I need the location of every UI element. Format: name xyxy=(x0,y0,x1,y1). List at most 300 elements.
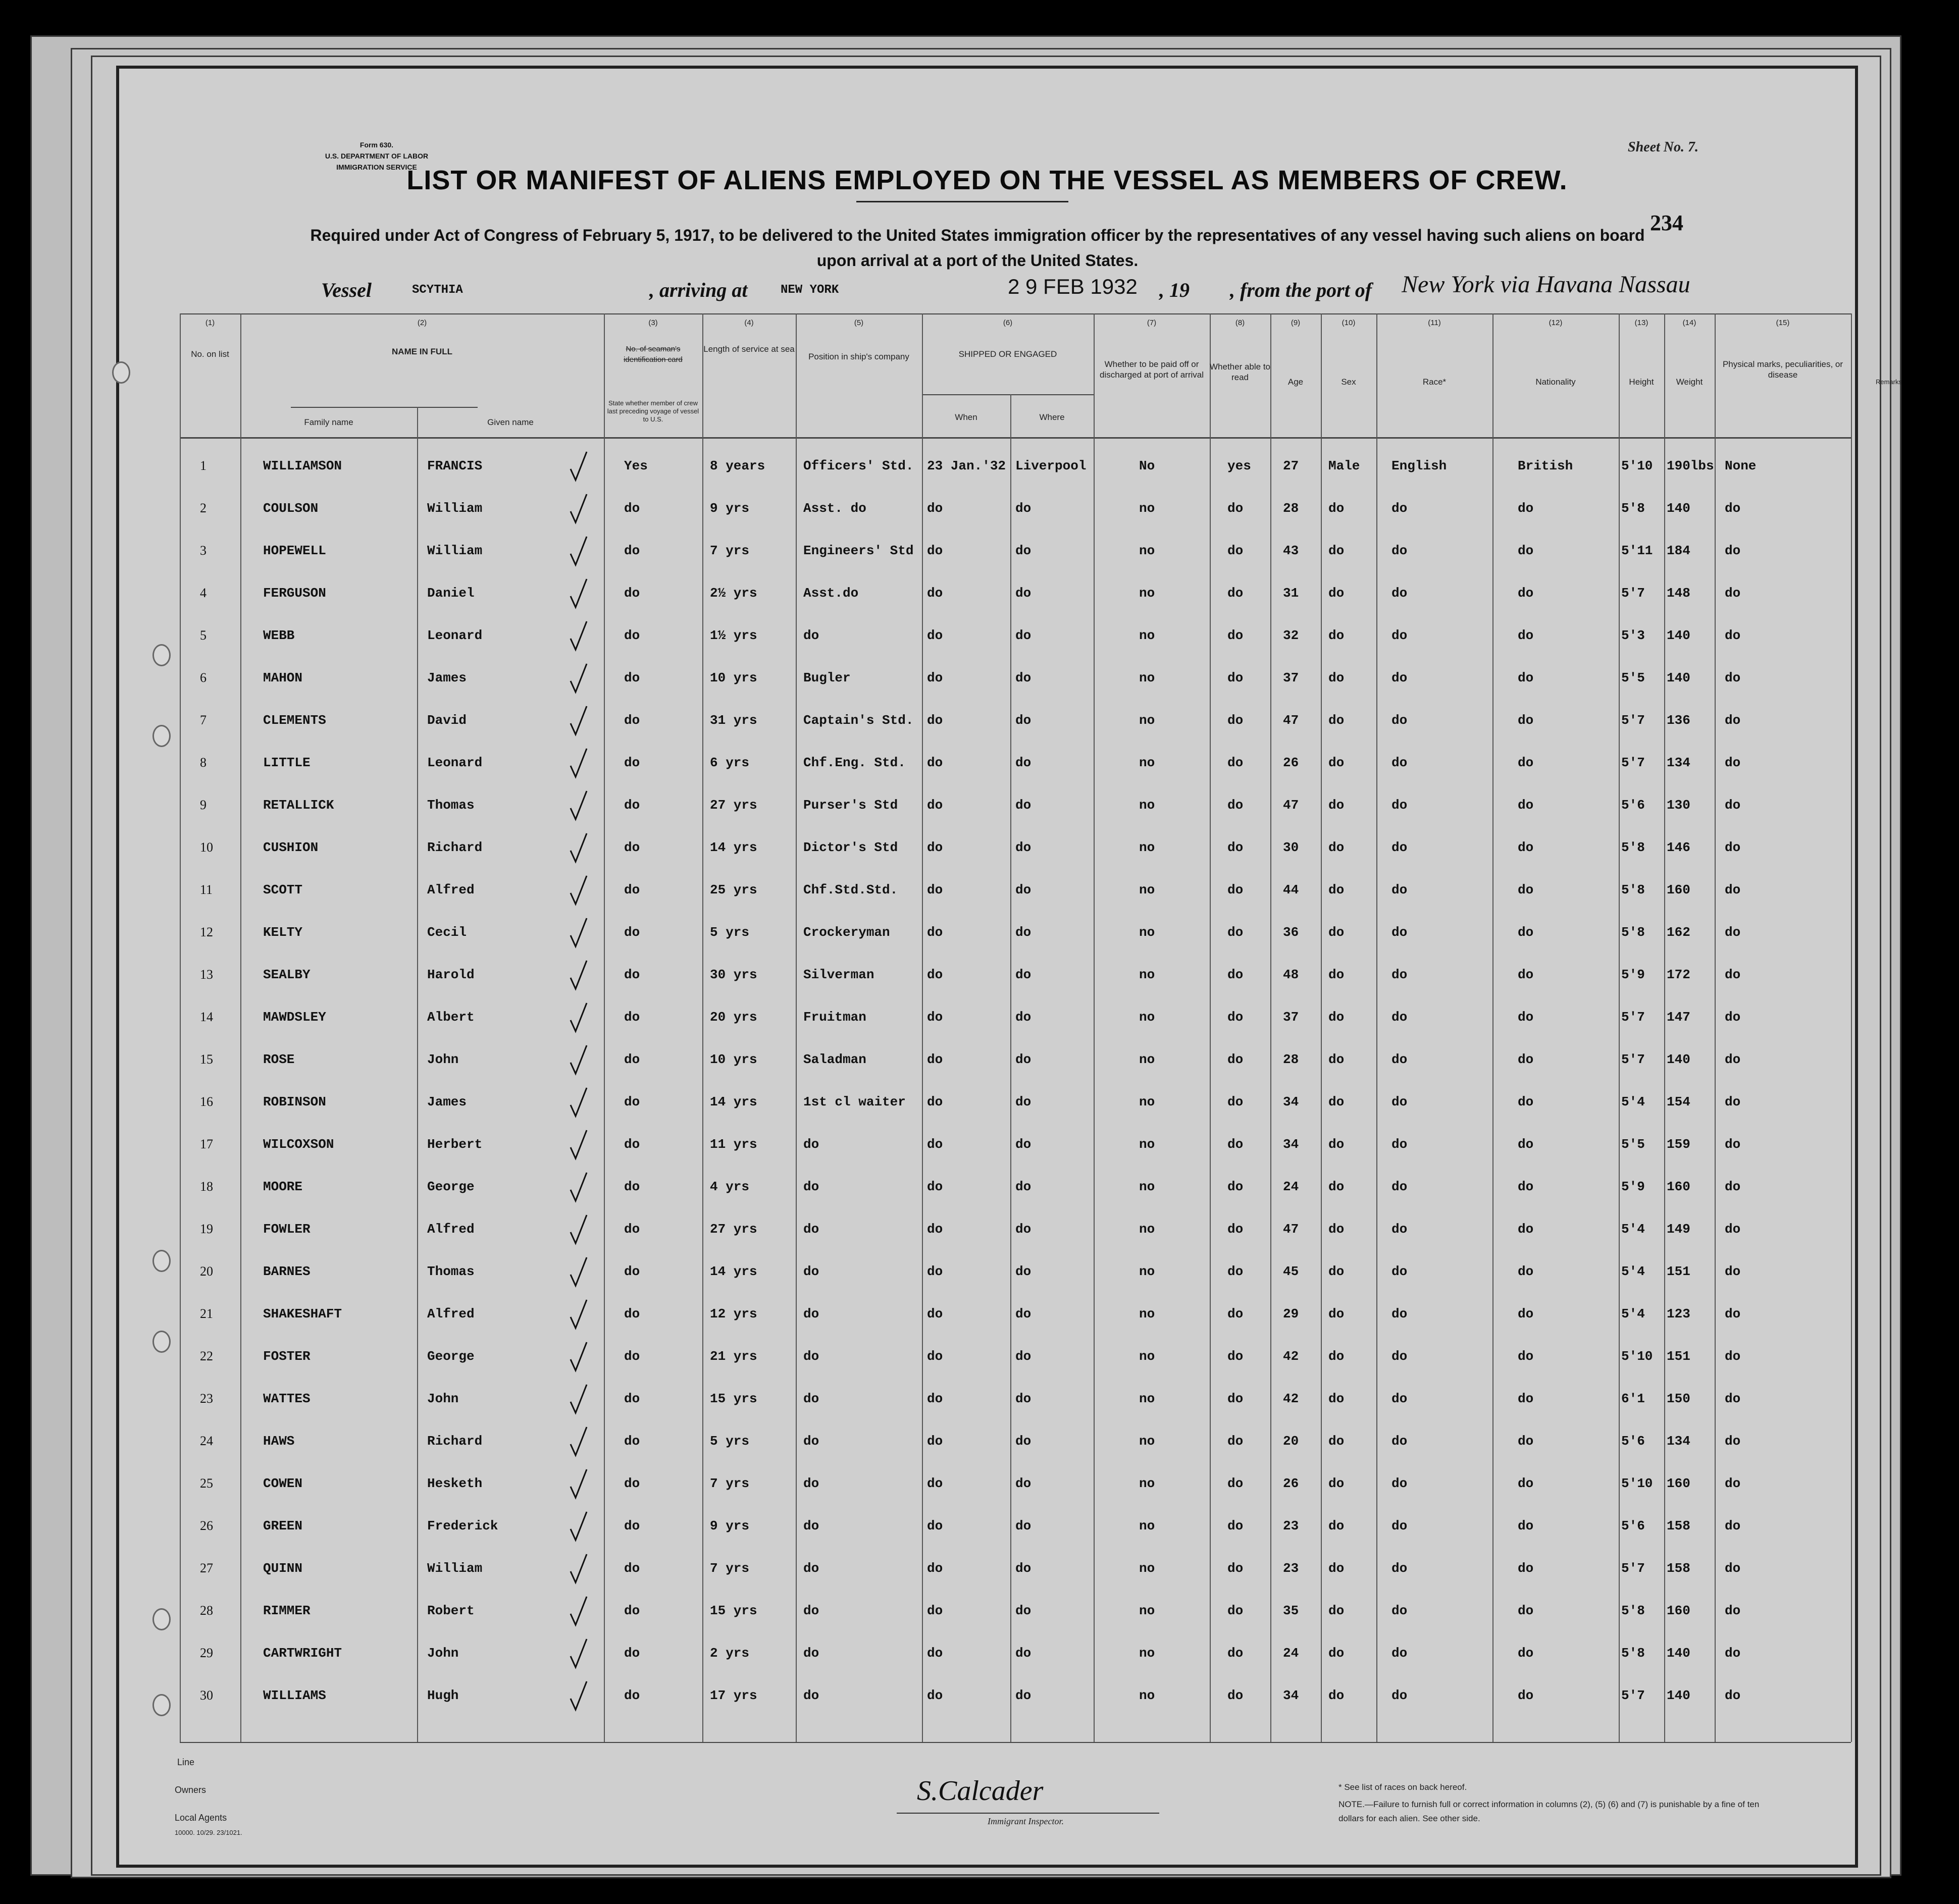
cell-length-of-service: 27 yrs xyxy=(710,1222,757,1237)
cell-given-name: Thomas xyxy=(427,798,475,813)
checkmark-icon xyxy=(569,535,589,567)
cell-shipped-where: do xyxy=(1015,1052,1032,1067)
col-number: (3) xyxy=(648,319,658,327)
cell-length-of-service: 15 yrs xyxy=(710,1391,757,1406)
cell-family-name: SCOTT xyxy=(263,882,303,897)
signature-rule xyxy=(897,1813,1159,1814)
cell-race: do xyxy=(1391,1052,1408,1067)
cell-shipped-where: do xyxy=(1015,586,1032,601)
col-number: (12) xyxy=(1549,319,1563,327)
col-header-given: Given name xyxy=(487,417,534,427)
cell-height: 5'8 xyxy=(1621,1646,1645,1661)
cell-height: 5'3 xyxy=(1621,628,1645,643)
table-row xyxy=(180,1253,1851,1293)
cell-shipped-where: Liverpool xyxy=(1015,458,1087,473)
cell-age: 26 xyxy=(1283,755,1299,770)
punch-hole xyxy=(152,644,171,666)
cell-nationality: do xyxy=(1518,967,1534,982)
table-row xyxy=(180,998,1851,1039)
cell-physical-marks: do xyxy=(1725,925,1741,940)
cell-shipped-when: do xyxy=(927,967,943,982)
cell-prev-voyage: do xyxy=(624,628,640,643)
cell-paid-off: no xyxy=(1139,840,1155,855)
cell-age: 35 xyxy=(1283,1603,1299,1618)
cell-shipped-when: do xyxy=(927,1391,943,1406)
cell-given-name: John xyxy=(427,1646,459,1661)
footer-form-code: 10000. 10/29. 23/1021. xyxy=(175,1829,242,1836)
cell-paid-off: No xyxy=(1139,458,1155,473)
cell-shipped-when: do xyxy=(927,840,943,855)
cell-height: 5'4 xyxy=(1621,1094,1645,1109)
cell-age: 28 xyxy=(1283,1052,1299,1067)
cell-nationality: do xyxy=(1518,586,1534,601)
cell-weight: 123 xyxy=(1667,1306,1690,1321)
cell-position: do xyxy=(803,1264,819,1279)
cell-sex: do xyxy=(1328,925,1345,940)
cell-able-to-read: do xyxy=(1227,1052,1244,1067)
cell-age: 34 xyxy=(1283,1094,1299,1109)
cell-position: do xyxy=(803,1306,819,1321)
table-row xyxy=(180,1041,1851,1081)
cell-age: 20 xyxy=(1283,1434,1299,1449)
cell-prev-voyage: do xyxy=(624,1010,640,1025)
cell-race: do xyxy=(1391,840,1408,855)
cell-position: do xyxy=(803,1476,819,1491)
cell-weight: 140 xyxy=(1667,501,1690,516)
cell-race: do xyxy=(1391,1179,1408,1194)
cell-row-number: 22 xyxy=(200,1349,213,1363)
cell-weight: 160 xyxy=(1667,1476,1690,1491)
cell-nationality: do xyxy=(1518,501,1534,516)
cell-weight: 134 xyxy=(1667,1434,1690,1449)
cell-shipped-where: do xyxy=(1015,755,1032,770)
cell-physical-marks: do xyxy=(1725,1646,1741,1661)
cell-sex: do xyxy=(1328,840,1345,855)
cell-shipped-when: do xyxy=(927,1306,943,1321)
cell-position: do xyxy=(803,1561,819,1576)
cell-weight: 140 xyxy=(1667,1688,1690,1703)
cell-race: do xyxy=(1391,670,1408,685)
table-row xyxy=(180,1592,1851,1632)
cell-prev-voyage: do xyxy=(624,543,640,558)
cell-sex: do xyxy=(1328,1561,1345,1576)
cell-weight: 160 xyxy=(1667,1603,1690,1618)
cell-shipped-when: do xyxy=(927,882,943,897)
cell-row-number: 2 xyxy=(200,501,207,515)
cell-family-name: HOPEWELL xyxy=(263,543,326,558)
cell-physical-marks: do xyxy=(1725,967,1741,982)
table-row xyxy=(180,447,1851,488)
table-top-rule xyxy=(180,313,1851,314)
cell-shipped-where: do xyxy=(1015,1010,1032,1025)
cell-shipped-where: do xyxy=(1015,1349,1032,1364)
cell-able-to-read: do xyxy=(1227,1179,1244,1194)
checkmark-icon xyxy=(569,450,589,483)
checkmark-icon xyxy=(569,662,589,695)
col-header-paid-off: Whether to be paid off or discharged at port of arrival xyxy=(1100,359,1204,380)
cell-given-name: Harold xyxy=(427,967,475,982)
cell-sex: do xyxy=(1328,1434,1345,1449)
cell-age: 42 xyxy=(1283,1349,1299,1364)
cell-physical-marks: do xyxy=(1725,798,1741,813)
cell-position: Saladman xyxy=(803,1052,866,1067)
cell-shipped-where: do xyxy=(1015,840,1032,855)
col-header-remarks: Remarks xyxy=(1875,378,1902,386)
cell-length-of-service: 6 yrs xyxy=(710,755,750,770)
checkmark-icon xyxy=(569,1340,589,1373)
cell-row-number: 6 xyxy=(200,670,207,685)
cell-able-to-read: do xyxy=(1227,713,1244,728)
table-row xyxy=(180,702,1851,742)
cell-family-name: FOSTER xyxy=(263,1349,311,1364)
cell-height: 5'7 xyxy=(1621,1010,1645,1025)
cell-row-number: 17 xyxy=(200,1137,213,1151)
col-header-position: Position in ship's company xyxy=(808,352,909,361)
cell-prev-voyage: do xyxy=(624,1646,640,1661)
checkmark-icon xyxy=(569,874,589,907)
cell-length-of-service: 2½ yrs xyxy=(710,586,757,601)
cell-height: 5'4 xyxy=(1621,1264,1645,1279)
cell-paid-off: no xyxy=(1139,670,1155,685)
cell-shipped-where: do xyxy=(1015,1306,1032,1321)
cell-able-to-read: do xyxy=(1227,798,1244,813)
cell-nationality: do xyxy=(1518,755,1534,770)
cell-length-of-service: 10 yrs xyxy=(710,670,757,685)
cell-nationality: do xyxy=(1518,1222,1534,1237)
cell-nationality: do xyxy=(1518,1137,1534,1152)
cell-position: do xyxy=(803,1391,819,1406)
cell-shipped-when: do xyxy=(927,501,943,516)
cell-family-name: WEBB xyxy=(263,628,295,643)
cell-shipped-when: do xyxy=(927,798,943,813)
cell-able-to-read: do xyxy=(1227,1646,1244,1661)
col-number: (8) xyxy=(1235,319,1245,327)
cell-shipped-when: do xyxy=(927,1264,943,1279)
cell-prev-voyage: do xyxy=(624,925,640,940)
cell-row-number: 10 xyxy=(200,840,213,855)
checkmark-icon xyxy=(569,1510,589,1543)
cell-physical-marks: do xyxy=(1725,1603,1741,1618)
cell-shipped-when: do xyxy=(927,1646,943,1661)
cell-given-name: George xyxy=(427,1179,475,1194)
cell-race: do xyxy=(1391,1476,1408,1491)
cell-given-name: Alfred xyxy=(427,882,475,897)
cell-shipped-when: do xyxy=(927,1688,943,1703)
cell-family-name: CUSHION xyxy=(263,840,319,855)
cell-shipped-where: do xyxy=(1015,882,1032,897)
cell-given-name: Alfred xyxy=(427,1306,475,1321)
cell-shipped-where: do xyxy=(1015,1561,1032,1576)
from-port: New York via Havana Nassau xyxy=(1402,271,1690,298)
cell-nationality: do xyxy=(1518,1391,1534,1406)
cell-race: do xyxy=(1391,1222,1408,1237)
cell-weight: 130 xyxy=(1667,798,1690,813)
cell-age: 43 xyxy=(1283,543,1299,558)
cell-weight: 158 xyxy=(1667,1518,1690,1533)
cell-length-of-service: 17 yrs xyxy=(710,1688,757,1703)
cell-physical-marks: do xyxy=(1725,1306,1741,1321)
cell-race: do xyxy=(1391,1010,1408,1025)
cell-able-to-read: do xyxy=(1227,1688,1244,1703)
cell-length-of-service: 2 yrs xyxy=(710,1646,750,1661)
cell-family-name: MOORE xyxy=(263,1179,303,1194)
cell-position: do xyxy=(803,1603,819,1618)
checkmark-icon xyxy=(569,959,589,991)
cell-weight: 136 xyxy=(1667,713,1690,728)
cell-race: do xyxy=(1391,1306,1408,1321)
cell-family-name: COWEN xyxy=(263,1476,303,1491)
cell-length-of-service: 8 years xyxy=(710,458,765,473)
cell-prev-voyage: do xyxy=(624,1518,640,1533)
table-row xyxy=(180,1465,1851,1505)
col-header-race: Race* xyxy=(1422,377,1447,387)
cell-position: Dictor's Std xyxy=(803,840,898,855)
table-row xyxy=(180,914,1851,954)
cell-prev-voyage: do xyxy=(624,1264,640,1279)
cell-shipped-when: do xyxy=(927,755,943,770)
cell-age: 30 xyxy=(1283,840,1299,855)
cell-age: 42 xyxy=(1283,1391,1299,1406)
cell-age: 45 xyxy=(1283,1264,1299,1279)
cell-given-name: Frederick xyxy=(427,1518,498,1533)
cell-weight: 159 xyxy=(1667,1137,1690,1152)
punch-hole xyxy=(152,1608,171,1630)
cell-race: do xyxy=(1391,1349,1408,1364)
cell-row-number: 28 xyxy=(200,1603,213,1618)
table-row xyxy=(180,1677,1851,1717)
cell-race: do xyxy=(1391,967,1408,982)
shipped-subheader-rule xyxy=(922,394,1094,395)
footer-agents-label: Local Agents xyxy=(175,1813,227,1823)
cell-sex: do xyxy=(1328,1222,1345,1237)
cell-length-of-service: 7 yrs xyxy=(710,1561,750,1576)
cell-paid-off: no xyxy=(1139,543,1155,558)
table-row xyxy=(180,1126,1851,1166)
cell-shipped-where: do xyxy=(1015,1476,1032,1491)
from-label: , from the port of xyxy=(1230,279,1372,301)
arriving-label: , arriving at xyxy=(649,279,748,301)
cell-age: 27 xyxy=(1283,458,1299,473)
cell-family-name: WATTES xyxy=(263,1391,311,1406)
cell-age: 23 xyxy=(1283,1561,1299,1576)
cell-sex: do xyxy=(1328,1646,1345,1661)
cell-age: 31 xyxy=(1283,586,1299,601)
cell-paid-off: no xyxy=(1139,1222,1155,1237)
punch-hole xyxy=(152,725,171,747)
cell-shipped-where: do xyxy=(1015,1222,1032,1237)
cell-paid-off: no xyxy=(1139,1434,1155,1449)
cell-prev-voyage: do xyxy=(624,840,640,855)
cell-length-of-service: 15 yrs xyxy=(710,1603,757,1618)
cell-row-number: 5 xyxy=(200,628,207,643)
cell-shipped-where: do xyxy=(1015,670,1032,685)
cell-paid-off: no xyxy=(1139,798,1155,813)
cell-physical-marks: do xyxy=(1725,1179,1741,1194)
cell-length-of-service: 14 yrs xyxy=(710,1264,757,1279)
checkmark-icon xyxy=(569,1298,589,1331)
cell-prev-voyage: do xyxy=(624,1222,640,1237)
cell-race: do xyxy=(1391,1434,1408,1449)
cell-age: 24 xyxy=(1283,1179,1299,1194)
cell-age: 47 xyxy=(1283,713,1299,728)
cell-height: 5'7 xyxy=(1621,1688,1645,1703)
cell-nationality: do xyxy=(1518,1518,1534,1533)
cell-shipped-when: do xyxy=(927,1349,943,1364)
cell-length-of-service: 25 yrs xyxy=(710,882,757,897)
cell-paid-off: no xyxy=(1139,1010,1155,1025)
cell-shipped-where: do xyxy=(1015,628,1032,643)
cell-length-of-service: 4 yrs xyxy=(710,1179,750,1194)
cell-weight: 151 xyxy=(1667,1264,1690,1279)
table-row xyxy=(180,1634,1851,1675)
footer-owners-label: Owners xyxy=(175,1785,207,1795)
cell-nationality: do xyxy=(1518,1179,1534,1194)
crew-table xyxy=(180,313,1902,1742)
cell-physical-marks: do xyxy=(1725,1264,1741,1279)
cell-sex: do xyxy=(1328,670,1345,685)
cell-paid-off: no xyxy=(1139,1603,1155,1618)
cell-length-of-service: 11 yrs xyxy=(710,1137,757,1152)
checkmark-icon xyxy=(569,1213,589,1246)
cell-family-name: ROBINSON xyxy=(263,1094,326,1109)
cell-height: 5'8 xyxy=(1621,1603,1645,1618)
cell-position: do xyxy=(803,1349,819,1364)
cell-given-name: George xyxy=(427,1349,475,1364)
cell-weight: 160 xyxy=(1667,882,1690,897)
cell-weight: 184 xyxy=(1667,543,1690,558)
cell-height: 5'4 xyxy=(1621,1222,1645,1237)
cell-prev-voyage: do xyxy=(624,501,640,516)
table-row xyxy=(180,1380,1851,1420)
cell-shipped-where: do xyxy=(1015,1179,1032,1194)
cell-given-name: Thomas xyxy=(427,1264,475,1279)
cell-able-to-read: do xyxy=(1227,1306,1244,1321)
cell-family-name: QUINN xyxy=(263,1561,303,1576)
cell-race: do xyxy=(1391,628,1408,643)
cell-shipped-when: do xyxy=(927,713,943,728)
cell-family-name: COULSON xyxy=(263,501,319,516)
col-number: (13) xyxy=(1634,319,1648,327)
cell-length-of-service: 7 yrs xyxy=(710,543,750,558)
cell-given-name: Leonard xyxy=(427,628,483,643)
cell-position: Bugler xyxy=(803,670,851,685)
checkmark-icon xyxy=(569,916,589,949)
cell-given-name: Richard xyxy=(427,1434,483,1449)
sheet-number xyxy=(1628,139,1698,155)
cell-able-to-read: do xyxy=(1227,755,1244,770)
cell-height: 5'9 xyxy=(1621,967,1645,982)
cell-family-name: CLEMENTS xyxy=(263,713,326,728)
cell-paid-off: no xyxy=(1139,967,1155,982)
cell-nationality: do xyxy=(1518,1561,1534,1576)
cell-nationality: do xyxy=(1518,1688,1534,1703)
cell-weight: 147 xyxy=(1667,1010,1690,1025)
service-name: IMMIGRATION SERVICE xyxy=(336,163,417,171)
col-header-where: Where xyxy=(1039,412,1065,422)
checkmark-icon xyxy=(569,1383,589,1415)
cell-height: 5'7 xyxy=(1621,1052,1645,1067)
table-row xyxy=(180,829,1851,869)
sheet-value: 7. xyxy=(1688,139,1698,155)
checkmark-icon xyxy=(569,1171,589,1203)
cell-age: 34 xyxy=(1283,1688,1299,1703)
cell-nationality: do xyxy=(1518,1094,1534,1109)
checkmark-icon xyxy=(569,1637,589,1670)
cell-paid-off: no xyxy=(1139,1052,1155,1067)
cell-physical-marks: do xyxy=(1725,1349,1741,1364)
checkmark-icon xyxy=(569,1595,589,1627)
cell-shipped-when: do xyxy=(927,925,943,940)
table-row xyxy=(180,956,1851,996)
cell-nationality: do xyxy=(1518,670,1534,685)
cell-shipped-when: do xyxy=(927,1010,943,1025)
cell-family-name: RETALLICK xyxy=(263,798,334,813)
cell-paid-off: no xyxy=(1139,1264,1155,1279)
cell-age: 44 xyxy=(1283,882,1299,897)
table-row xyxy=(180,1338,1851,1378)
cell-position: do xyxy=(803,1179,819,1194)
cell-family-name: BARNES xyxy=(263,1264,311,1279)
cell-sex: do xyxy=(1328,1688,1345,1703)
footer-line-label: Line xyxy=(177,1757,195,1767)
cell-position: Chf.Std.Std. xyxy=(803,882,898,897)
col-number: (1) xyxy=(205,319,215,327)
cell-able-to-read: do xyxy=(1227,1518,1244,1533)
manifest-sheet xyxy=(116,66,1902,1868)
cell-weight: 190lbs xyxy=(1667,458,1714,473)
cell-shipped-where: do xyxy=(1015,1434,1032,1449)
cell-shipped-when: do xyxy=(927,1476,943,1491)
col-header-length: Length of service at sea xyxy=(703,344,795,354)
cell-position: do xyxy=(803,1434,819,1449)
checkmark-icon xyxy=(569,1001,589,1034)
cell-family-name: LITTLE xyxy=(263,755,311,770)
cell-row-number: 8 xyxy=(200,755,207,770)
col-header-id-card: No. of seaman's identification card xyxy=(624,345,683,364)
checkmark-icon xyxy=(569,1255,589,1288)
cell-family-name: SEALBY xyxy=(263,967,311,982)
col-number: (5) xyxy=(854,319,864,327)
cell-age: 34 xyxy=(1283,1137,1299,1152)
cell-family-name: HAWS xyxy=(263,1434,295,1449)
col-number: (10) xyxy=(1342,319,1356,327)
cell-position: do xyxy=(803,1137,819,1152)
cell-age: 37 xyxy=(1283,670,1299,685)
cell-height: 5'8 xyxy=(1621,882,1645,897)
cell-row-number: 11 xyxy=(200,882,213,897)
cell-able-to-read: do xyxy=(1227,1561,1244,1576)
cell-length-of-service: 1½ yrs xyxy=(710,628,757,643)
cell-physical-marks: do xyxy=(1725,713,1741,728)
cell-position: Fruitman xyxy=(803,1010,866,1025)
col-number: (6) xyxy=(1003,319,1013,327)
cell-nationality: do xyxy=(1518,1010,1534,1025)
col-header-height: Height xyxy=(1629,377,1654,387)
checkmark-icon xyxy=(569,831,589,864)
cell-prev-voyage: do xyxy=(624,882,640,897)
table-row xyxy=(180,617,1851,657)
cell-sex: do xyxy=(1328,501,1345,516)
cell-race: do xyxy=(1391,586,1408,601)
checkmark-icon xyxy=(569,492,589,525)
cell-sex: do xyxy=(1328,586,1345,601)
cell-able-to-read: do xyxy=(1227,1010,1244,1025)
cell-prev-voyage: do xyxy=(624,1434,640,1449)
cell-paid-off: no xyxy=(1139,1688,1155,1703)
cell-family-name: FERGUSON xyxy=(263,586,326,601)
checkmark-icon xyxy=(569,619,589,652)
cell-physical-marks: do xyxy=(1725,755,1741,770)
